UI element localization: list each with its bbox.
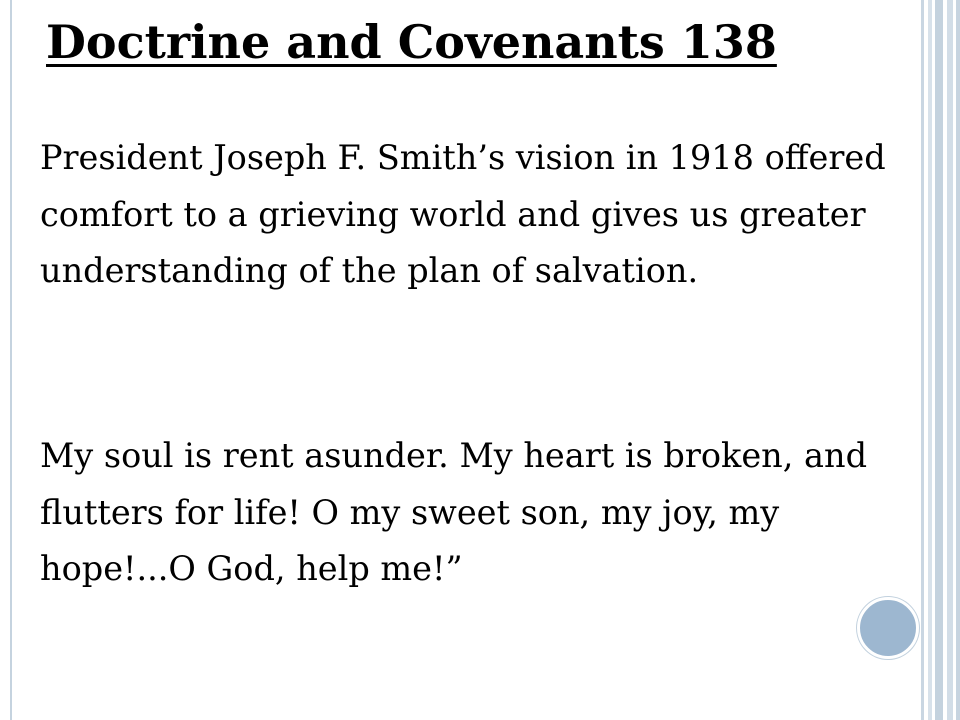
border-stripe — [935, 0, 943, 720]
decorative-circle — [857, 597, 919, 659]
border-stripe — [947, 0, 953, 720]
body-paragraph-vision: President Joseph F. Smith’s vision in 1918 offered comfort to a grieving world and gives us greater understanding of the plan of salvation. — [40, 138, 886, 290]
border-stripe — [921, 0, 924, 720]
slide-left-border-line — [10, 0, 12, 720]
border-stripe — [956, 0, 960, 720]
body-paragraph-quote: My soul is rent asunder. My heart is broken, and flutters for life! O my sweet son, my joy, my hope!...O God, help me!” — [40, 436, 868, 588]
slide-title: Doctrine and Covenants 138 — [46, 15, 777, 69]
border-stripe — [928, 0, 932, 720]
